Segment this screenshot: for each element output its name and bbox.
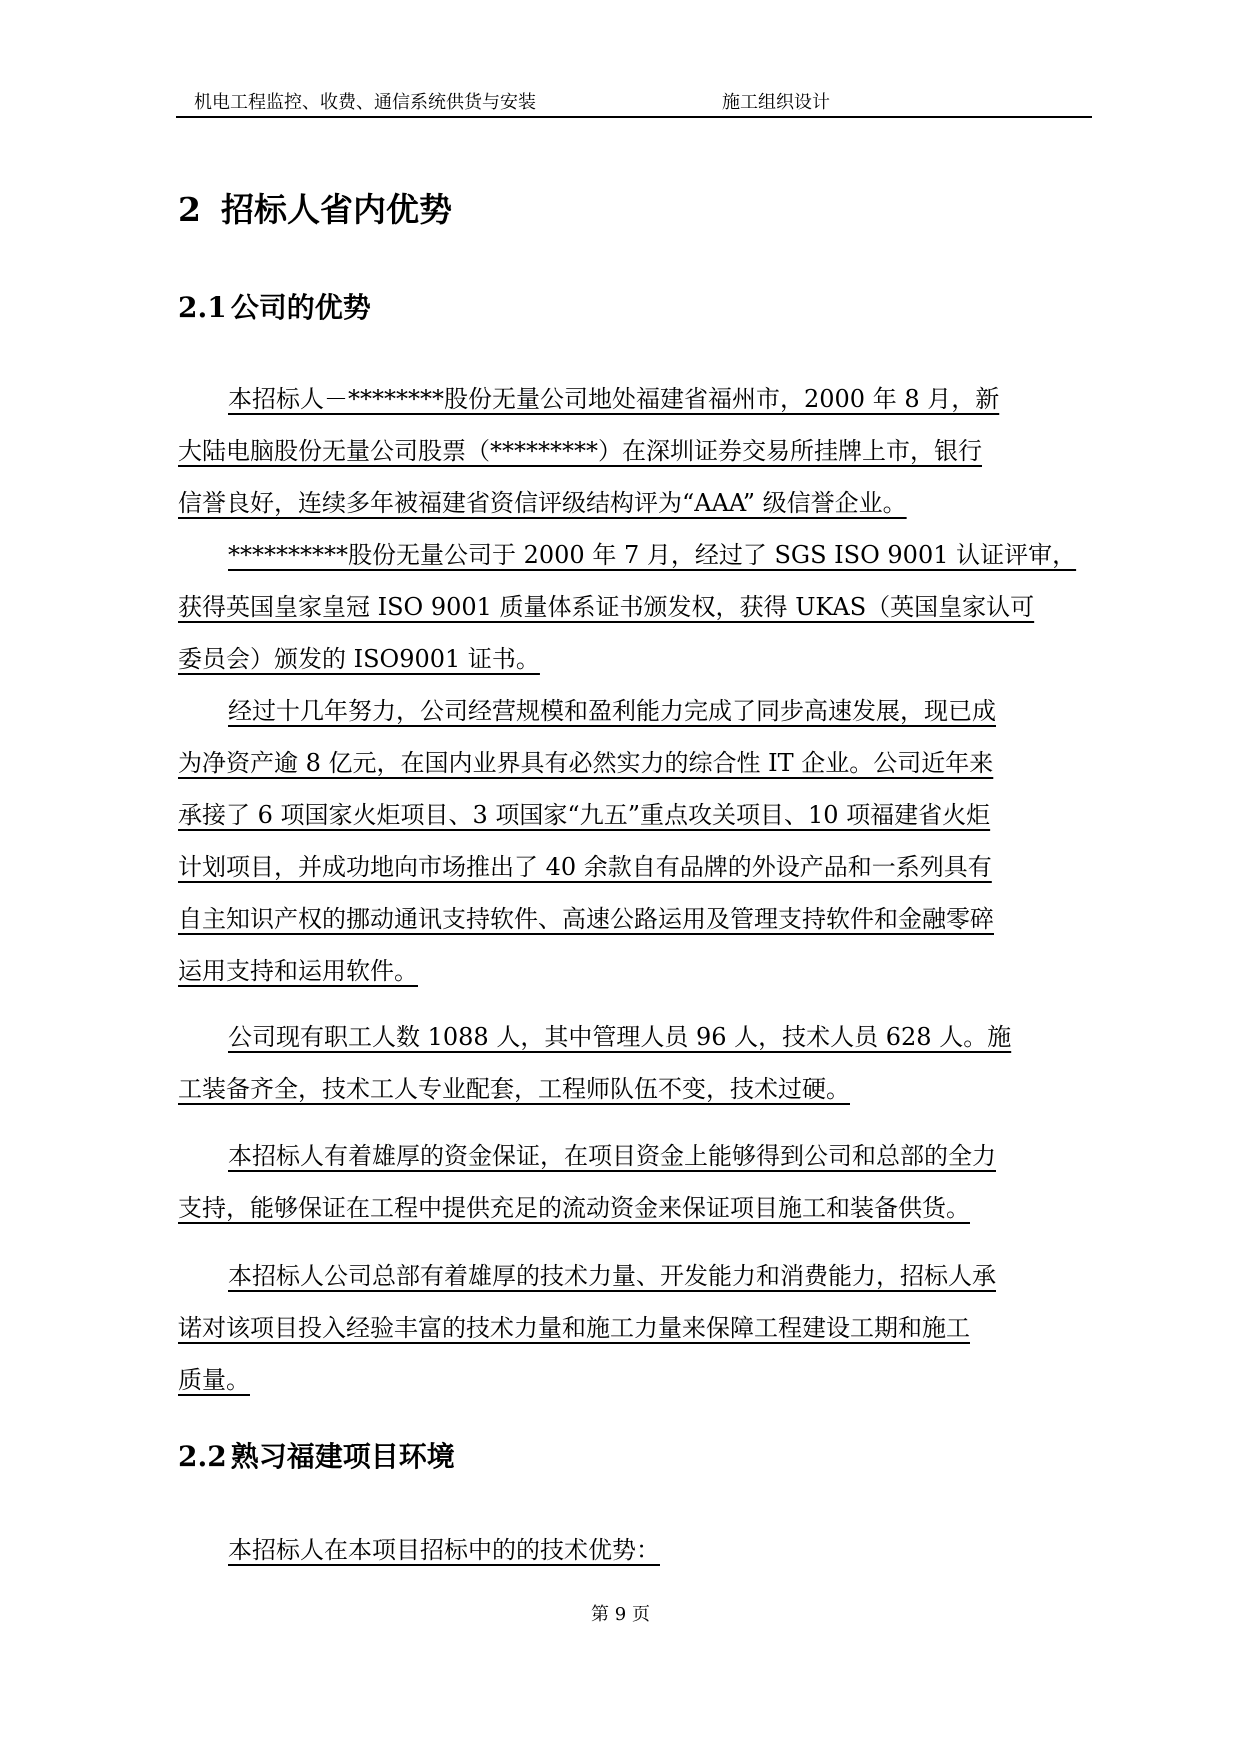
paragraph-line: 本招标人有着雄厚的资金保证，在项目资金上能够得到公司和总部的全力 bbox=[228, 1142, 996, 1170]
paragraph-line: 公司现有职工人数 1088 人，其中管理人员 96 人，技术人员 628 人。施 bbox=[228, 1023, 1012, 1051]
paragraph-line: 运用支持和运用软件。 bbox=[178, 957, 418, 985]
paragraph-3 bbox=[178, 685, 1098, 997]
paragraph-line: 诺对该项目投入经验丰富的技术力量和施工力量来保障工程建设工期和施工 bbox=[178, 1314, 970, 1342]
paragraph-7 bbox=[178, 1524, 1098, 1576]
paragraph-line: 信誉良好，连续多年被福建省资信评级结构评为“AAA” 级信誉企业。 bbox=[178, 489, 907, 517]
paragraph-2 bbox=[178, 529, 1098, 685]
paragraph-line: 获得英国皇家皇冠 ISO 9001 质量体系证书颁发权，获得 UKAS（英国皇家认可 bbox=[178, 593, 1035, 621]
paragraph-line: 为净资产逾 8 亿元，在国内业界具有必然实力的综合性 IT 企业。公司近年来 bbox=[178, 749, 994, 777]
section-title: 公司的优势 bbox=[230, 291, 371, 324]
paragraph-4 bbox=[178, 1011, 1098, 1115]
header-project-title: 机电工程监控、收费、通信系统供货与安装 bbox=[194, 92, 536, 113]
paragraph-line: 本招标人－********股份无量公司地处福建省福州市，2000 年 8 月，新 bbox=[228, 385, 1000, 413]
paragraph-line: 承接了 6 项国家火炬项目、3 项国家“九五”重点攻关项目、10 项福建省火炬 bbox=[178, 801, 991, 829]
header-doc-type: 施工组织设计 bbox=[722, 92, 830, 113]
section-heading-2-2 bbox=[178, 1435, 455, 1475]
paragraph-line: 计划项目，并成功地向市场推出了 40 余款自有品牌的外设产品和一系列具有 bbox=[178, 853, 992, 881]
paragraph-5 bbox=[178, 1130, 1098, 1234]
paragraph-line: **********股份无量公司于 2000 年 7 月，经过了 SGS ISO 9001 认证评审， bbox=[228, 541, 1077, 569]
page-header bbox=[176, 86, 1092, 118]
section-title: 熟习福建项目环境 bbox=[230, 1440, 455, 1473]
chapter-title: 招标人省内优势 bbox=[220, 190, 452, 229]
section-number: 2.2 bbox=[178, 1440, 227, 1473]
paragraph-line: 自主知识产权的挪动通讯支持软件、高速公路运用及管理支持软件和金融零碎 bbox=[178, 905, 994, 933]
paragraph-line: 质量。 bbox=[178, 1366, 250, 1394]
chapter-heading bbox=[178, 184, 452, 231]
paragraph-line: 本招标人在本项目招标中的的技术优势： bbox=[228, 1536, 660, 1564]
page-number: 第 9 页 bbox=[591, 1604, 650, 1625]
paragraph-line: 委员会）颁发的 ISO9001 证书。 bbox=[178, 645, 540, 673]
chapter-number: 2 bbox=[178, 190, 201, 229]
paragraph-1 bbox=[178, 373, 1098, 529]
section-number: 2.1 bbox=[178, 291, 227, 324]
paragraph-line: 支持，能够保证在工程中提供充足的流动资金来保证项目施工和装备供货。 bbox=[178, 1194, 970, 1222]
section-heading-2-1 bbox=[178, 286, 371, 326]
paragraph-line: 大陆电脑股份无量公司股票（*********）在深圳证券交易所挂牌上市，银行 bbox=[178, 437, 982, 465]
paragraph-line: 经过十几年努力，公司经营规模和盈利能力完成了同步高速发展，现已成 bbox=[228, 697, 996, 725]
paragraph-6 bbox=[178, 1250, 1098, 1406]
paragraph-line: 本招标人公司总部有着雄厚的技术力量、开发能力和消费能力，招标人承 bbox=[228, 1262, 996, 1290]
paragraph-line: 工装备齐全，技术工人专业配套，工程师队伍不变，技术过硬。 bbox=[178, 1075, 850, 1103]
